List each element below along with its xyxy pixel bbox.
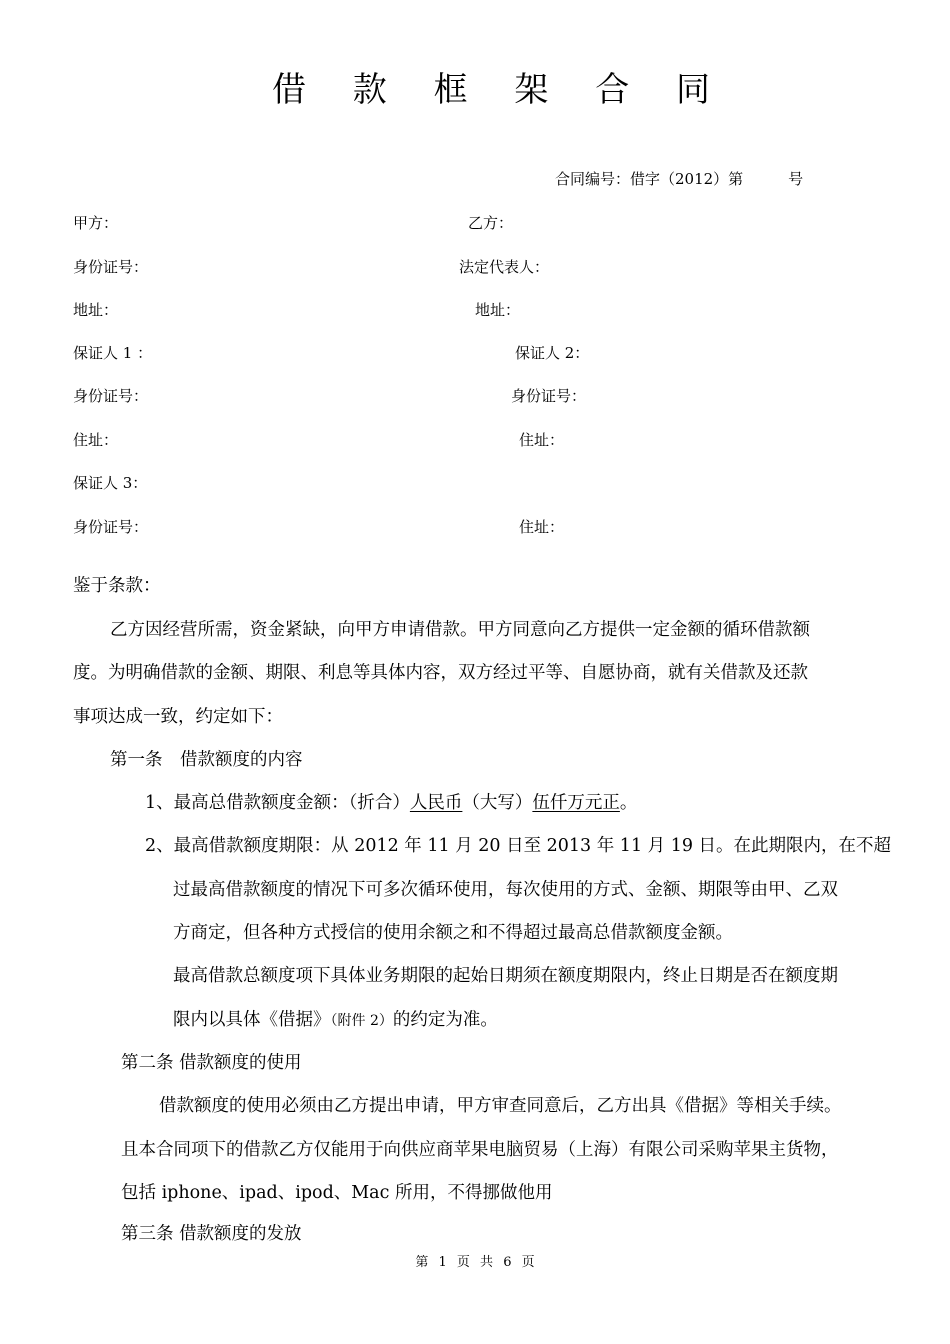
whereas-line: 事项达成一致，约定如下： — [73, 707, 283, 727]
legal-rep-label: 法定代表人： — [459, 258, 550, 276]
guarantor3-address-label: 住址： — [519, 518, 565, 536]
article2-line: 借款额度的使用必须由乙方提出申请，甲方审查同意后，乙方出具《借据》等相关手续。 — [159, 1096, 842, 1116]
line5-a: 限内以具体《借据》 — [173, 1010, 331, 1030]
article2-line: 且本合同项下的借款乙方仅能用于向供应商苹果电脑贸易（上海）有限公司采购苹果主货物， — [121, 1140, 839, 1160]
article2-line: 包括 iphone、ipad、ipod、Mac 所用，不得挪做他用 — [121, 1183, 553, 1203]
item1-amount: 伍仟万元正 — [532, 793, 620, 813]
contract-number: 合同编号：借字（2012）第 号 — [555, 170, 804, 188]
whereas-line: 乙方因经营所需，资金紧缺，向甲方申请借款。甲方同意向乙方提供一定金额的循环借款额 — [110, 620, 810, 640]
attachment-ref: （附件 2） — [330, 1013, 393, 1029]
article1-item1 — [145, 789, 637, 814]
guarantor2-id-label: 身份证号： — [511, 387, 587, 405]
whereas-heading: 鉴于条款： — [73, 576, 161, 596]
article1-heading: 第一条 借款额度的内容 — [110, 750, 303, 770]
guarantor3-label: 保证人 3： — [73, 474, 148, 492]
line5-c: 的约定为准。 — [392, 1010, 498, 1030]
item1-end: 。 — [619, 793, 638, 813]
party-a-address-label: 地址： — [73, 301, 119, 319]
guarantor3-id-label: 身份证号： — [73, 518, 149, 536]
guarantor1-id-label: 身份证号： — [73, 387, 149, 405]
party-a-id-label: 身份证号： — [73, 258, 149, 276]
article1-item2-line: 方商定，但各种方式授信的使用余额之和不得超过最高总借款额度金额。 — [173, 923, 733, 943]
item1-mid: （大写） — [462, 793, 533, 813]
guarantor1-address-label: 住址： — [73, 431, 119, 449]
item1-currency: 人民币 — [409, 793, 463, 813]
article1-item2-line: 最高借款总额度项下具体业务期限的起始日期须在额度期限内，终止日期是否在额度期 — [173, 966, 838, 986]
article2-heading: 第二条 借款额度的使用 — [121, 1053, 302, 1073]
article1-item2-line: 2、最高借款额度期限：从 2012 年 11 月 20 日至 2013 年 11 月 19 日。在此期限内，在不超 — [145, 836, 892, 856]
guarantor2-label: 保证人 2： — [515, 344, 590, 362]
article1-item2-line: 过最高借款额度的情况下可多次循环使用，每次使用的方式、金额、期限等由甲、乙双 — [173, 880, 838, 900]
article1-item2-line — [173, 1006, 498, 1031]
page-title: 借 款 框 架 合 同 — [271, 70, 729, 110]
party-a-label: 甲方： — [73, 214, 119, 232]
party-b-label: 乙方： — [468, 214, 514, 232]
page-footer: 第 1 页 共 6 页 — [415, 1255, 535, 1270]
party-b-address-label: 地址： — [475, 301, 521, 319]
guarantor2-address-label: 住址： — [519, 431, 565, 449]
article3-heading: 第三条 借款额度的发放 — [121, 1224, 302, 1244]
item1-prefix: 1、最高总借款额度金额：（折合） — [145, 793, 410, 813]
guarantor1-label: 保证人 1 ： — [73, 344, 153, 362]
whereas-line: 度。为明确借款的金额、期限、利息等具体内容，双方经过平等、自愿协商，就有关借款及还款 — [73, 663, 808, 683]
